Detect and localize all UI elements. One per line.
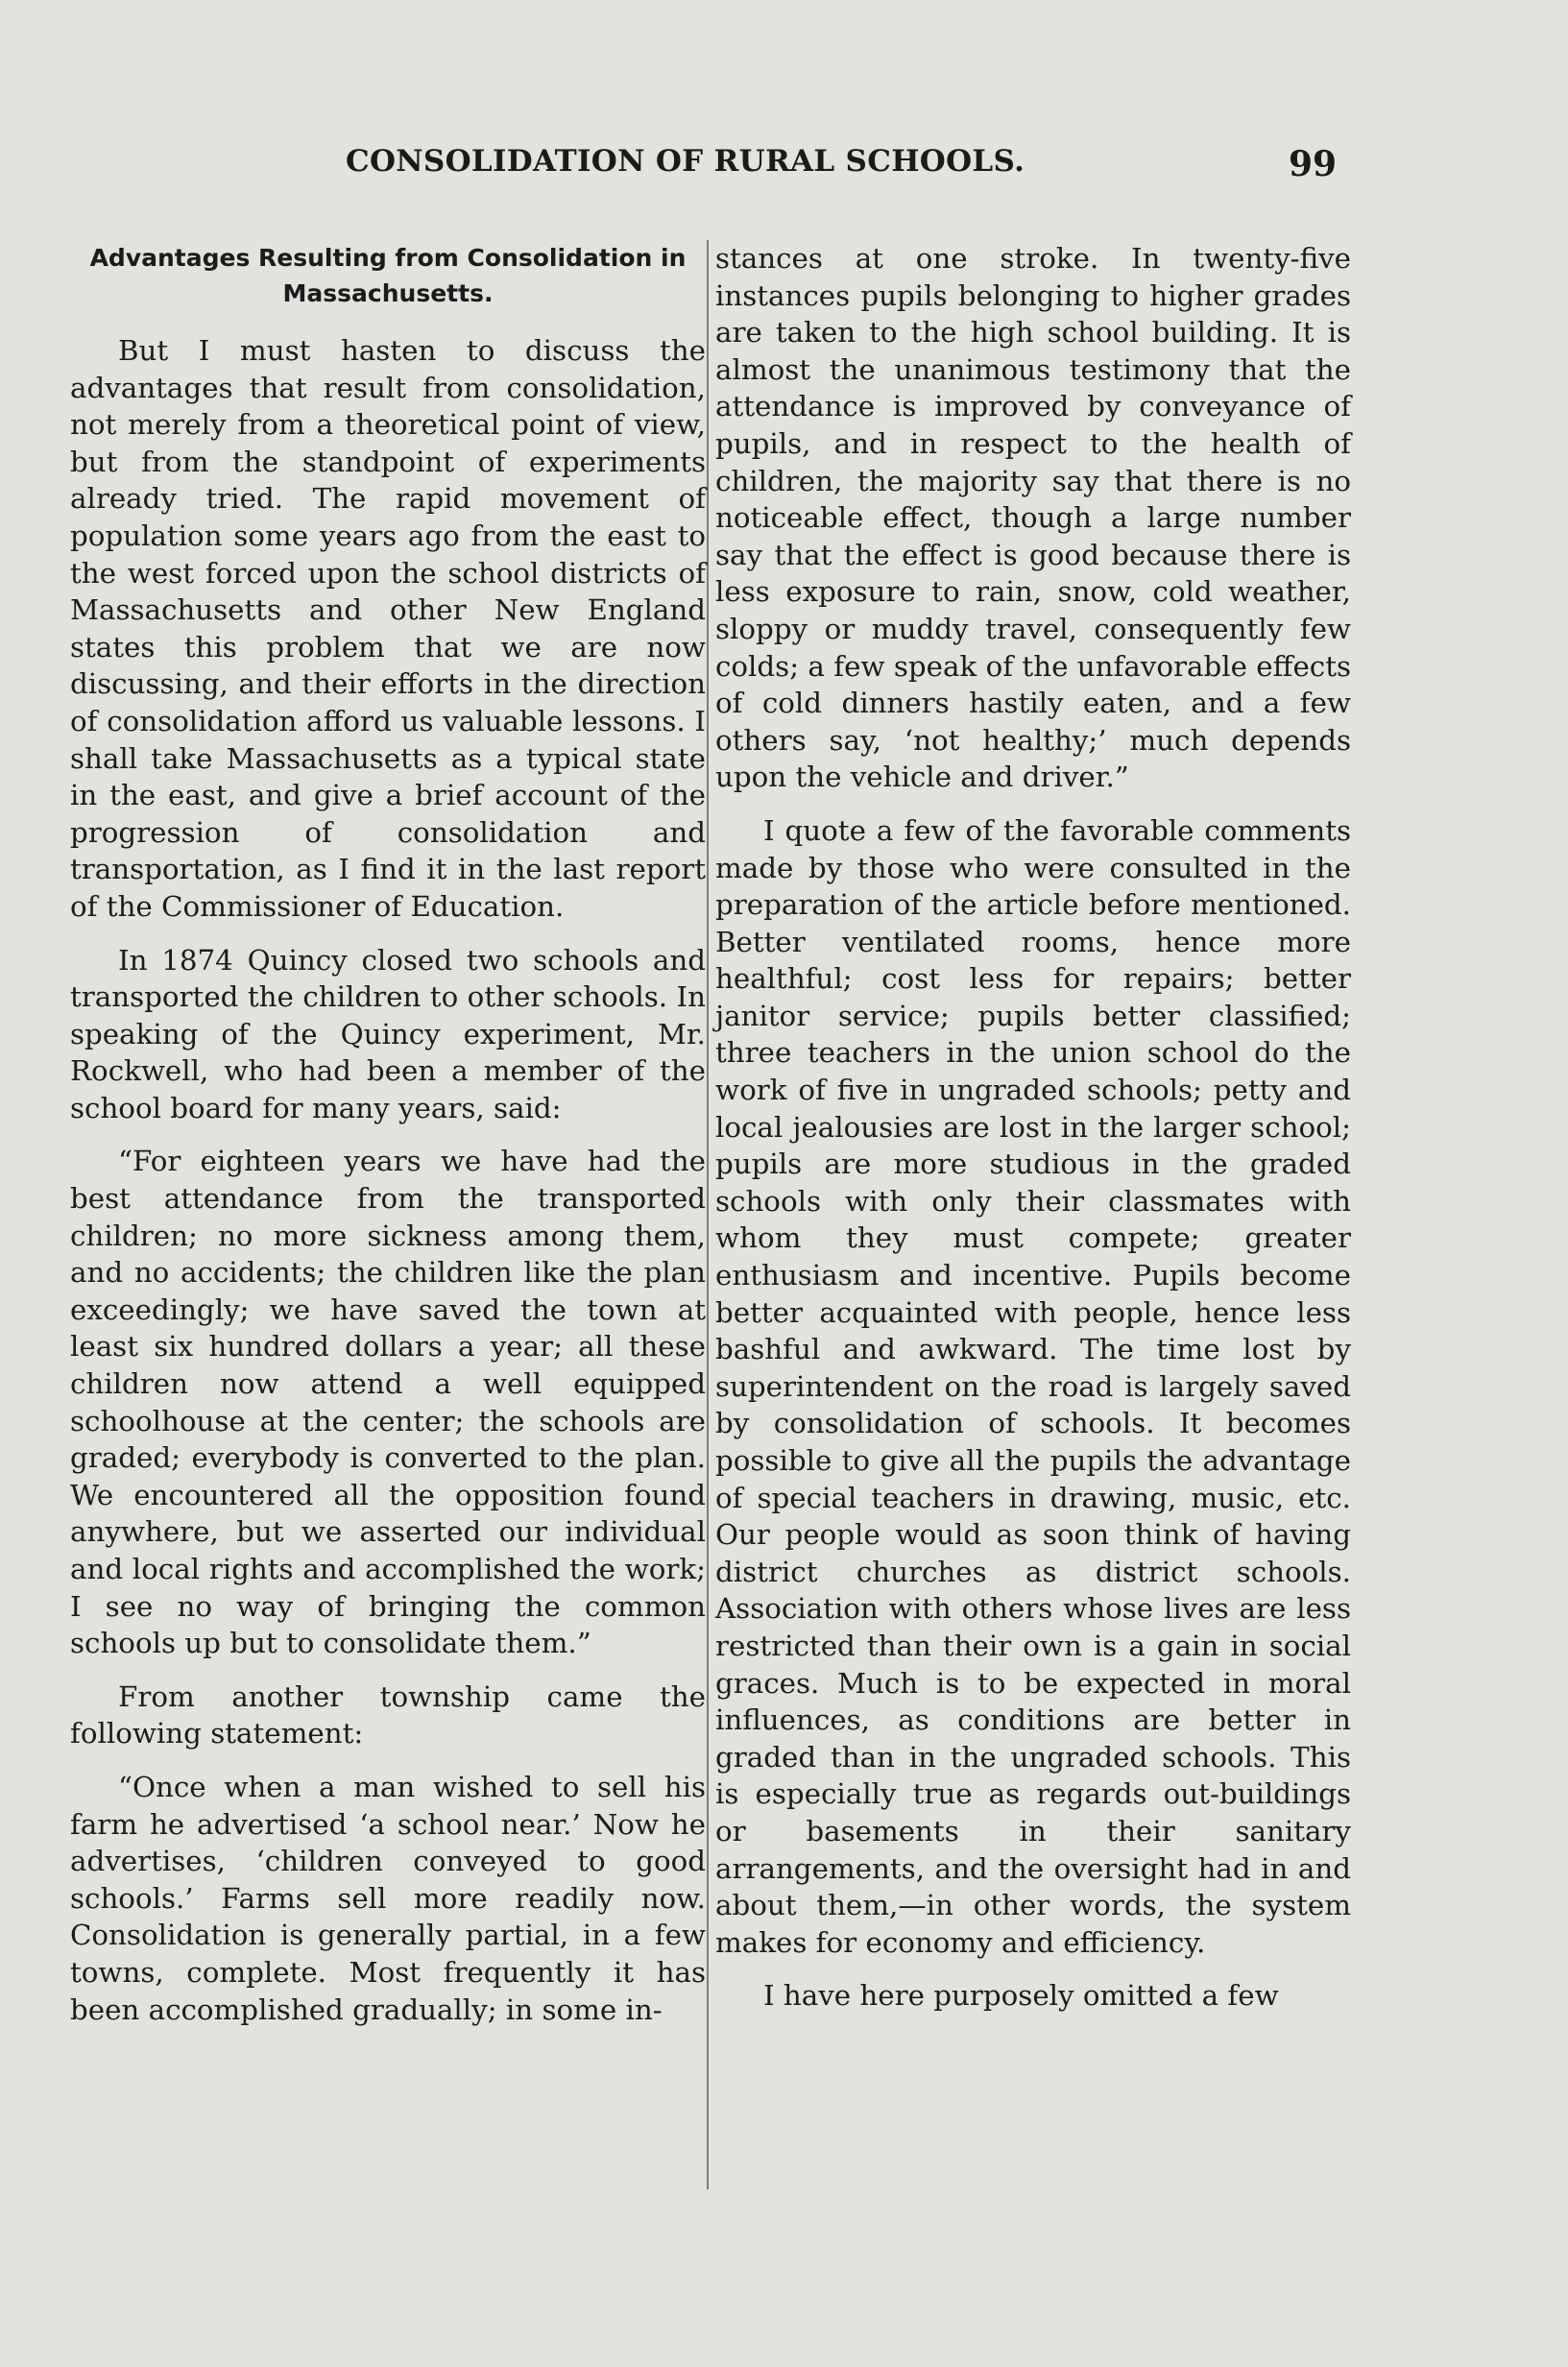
paragraph: In 1874 Quincy closed two schools and transported the children to other schools. In speaking of the Quincy experiment, Mr. Rockwell, who had been a member of the school board for many years, said: [70, 943, 706, 1124]
paragraph: From another township came the following statement: [70, 1679, 706, 1751]
column-divider [707, 240, 709, 2189]
block-quote: “For eighteen years we have had the best attendance from the transported children; no more sickness among them, and no accidents; the children like the plan exceedingly; we have saved the town at least six hundred dollars a year; all these children now attend a well equipped schoolhouse at the center; the schools are graded; everybody is converted to the plan. We encountered all the opposition found anywhere, but we asserted our individual and local rights and accomplished the work; I see no way of bringing the common schools up but to consolidate them.” [70, 1145, 706, 1660]
paragraph: But I must hasten to discuss the advantages that result from consolidation, not merely from a theoretical point of view, but from the standpoint of experiments already tried. The rapid movement of population some years ago from the east to the west forced upon the school districts of Massachusetts and other New England states this problem that we are now discussing, and their efforts in the direction of consolidation afford us valuable lessons. I shall take Massachusetts as a typical state in the east, and give a brief account of the progression of consolidation and transportation, as I find it in the last report of the Commissioner of Education. [70, 334, 706, 923]
running-head: CONSOLIDATION OF RURAL SCHOOLS. [346, 144, 1025, 179]
paragraph: I quote a few of the favorable comments made by those who were consulted in the preparation of the article before mentioned. Better ventilated rooms, hence more healthful; cost less for repairs; better janitor service; pupils better classified; three teachers in the union school do the work of five in ungraded schools; petty and local jealousies are lost in the larger school; pupils are more studious in the graded schools with only their classmates with whom they must compete; greater enthusiasm and incentive. Pupils become better acquainted with people, hence less bashful and awkward. The time lost by superintendent on the road is largely saved by consolidation of schools. It becomes possible to give all the pupils the advantage of special teachers in drawing, music, etc. Our people would as soon think of having district churches as district schools. Association with others whose lives are less restricted than their own is a gain in social graces. Much is to be expected in moral influences, as conditions are better in graded than in the ungraded schools. This is especially true as regards out-buildings or basements in their sanitary arrangements, and the oversight had in and about them,—in other words, the system makes for economy and efficiency. [715, 813, 1351, 1959]
section-heading: Advantages Resulting from Consolidation in Massachusetts. [89, 244, 687, 307]
block-quote: “Once when a man wished to sell his farm he advertised ‘a school near.’ Now he advertises, ‘children conveyed to good schools.’ Farms sell more readily now. Consolidation is generally partial, in a few towns, complete. Most frequently it has been accomplished gradually; in some in- [70, 1770, 706, 2026]
left-column [70, 240, 706, 2044]
paragraph-continuation: stances at one stroke. In twenty-five instances pupils belonging to higher grades are taken to the high school building. It is almost the unanimous testimony that the attendance is improved by conveyance of pupils, and in respect to the health of children, the majority say that there is no noticeable effect, though a large number say that the effect is good because there is less exposure to rain, snow, cold weather, sloppy or muddy travel, consequently few colds; a few speak of the unfavorable effects of cold dinners hastily eaten, and a few others say, ‘not healthy;’ much depends upon the vehicle and driver.” [715, 242, 1351, 794]
paragraph: I have here purposely omitted a few [763, 1979, 1279, 2013]
page-number: 99 [1289, 144, 1338, 184]
right-column [715, 240, 1351, 2031]
